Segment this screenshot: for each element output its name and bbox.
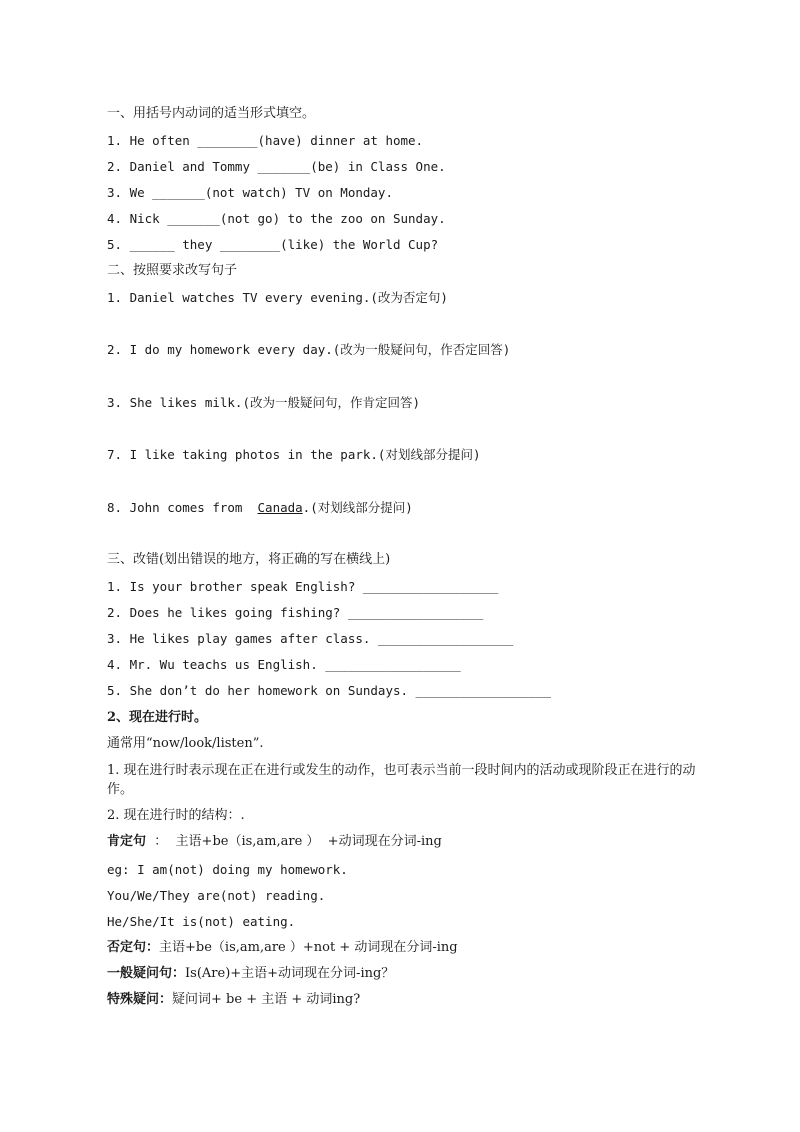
grammar-heading: 2、现在进行时。 bbox=[107, 710, 208, 725]
section1-item-5: 5. ______ they ________(like) the World Cup? bbox=[107, 237, 439, 252]
section1-title: 一、用括号内动词的适当形式填空。 bbox=[107, 106, 316, 121]
question-label: 一般疑问句： bbox=[107, 966, 186, 981]
affirmative-text: ： 主语+be（is,am,are ） +动词现在分词-ing bbox=[146, 834, 442, 849]
negative-rule bbox=[107, 940, 458, 956]
question-rule bbox=[107, 966, 394, 982]
section3-title: 三、改错(划出错误的地方，将正确的写在横线上) bbox=[107, 552, 391, 567]
section1-item-1: 1. He often ________(have) dinner at home. bbox=[107, 133, 424, 148]
example-2: You/We/They are(not) reading. bbox=[107, 888, 326, 903]
section3-item-2: 2. Does he likes going fishing? __________________ bbox=[107, 605, 484, 620]
section2-title: 二、按照要求改写句子 bbox=[107, 263, 238, 278]
special-text: 疑问词+ be + 主语 + 动词ing? bbox=[172, 992, 361, 1007]
grammar-point-1: 1. 现在进行时表示现在正在进行或发生的动作，也可表示当前一段时间内的活动或现阶段正在进行的动作。 bbox=[107, 763, 696, 797]
item8-prefix: 8. John comes from bbox=[107, 500, 258, 515]
example-1: eg: I am(not) doing my homework. bbox=[107, 862, 348, 877]
negative-label: 否定句： bbox=[107, 940, 160, 955]
section2-item-3: 3. She likes milk.(改为一般疑问句，作肯定回答) bbox=[107, 395, 421, 410]
affirmative-rule bbox=[107, 834, 442, 850]
section2-item-2: 2. I do my homework every day.(改为一般疑问句，作否定回答) bbox=[107, 342, 511, 357]
section3-item-3: 3. He likes play games after class. __________________ bbox=[107, 631, 514, 646]
section2-item-7: 7. I like taking photos in the park.(对划线部分提问) bbox=[107, 447, 481, 462]
section1-item-2: 2. Daniel and Tommy _______(be) in Class One. bbox=[107, 159, 446, 174]
example-3: He/She/It is(not) eating. bbox=[107, 914, 296, 929]
negative-text: 主语+be（is,am,are ）+not + 动词现在分词-ing bbox=[159, 940, 458, 955]
special-question-rule bbox=[107, 992, 360, 1008]
section1-item-4: 4. Nick _______(not go) to the zoo on Sunday. bbox=[107, 211, 446, 226]
section3-item-4: 4. Mr. Wu teachs us English. __________________ bbox=[107, 657, 461, 672]
item8-suffix: .(对划线部分提问) bbox=[302, 500, 413, 515]
section3-item-1: 1. Is your brother speak English? __________________ bbox=[107, 579, 499, 594]
section2-item-8 bbox=[107, 500, 413, 516]
grammar-point-2: 2. 现在进行时的结构：. bbox=[107, 808, 245, 823]
special-label: 特殊疑问： bbox=[107, 992, 173, 1007]
affirmative-label: 肯定句 bbox=[107, 834, 147, 849]
underlined-word: Canada bbox=[257, 500, 303, 515]
section1-item-3: 3. We _______(not watch) TV on Monday. bbox=[107, 185, 393, 200]
grammar-usage: 通常用“now/look/listen”. bbox=[107, 736, 264, 751]
section2-item-1: 1. Daniel watches TV every evening.(改为否定句) bbox=[107, 290, 448, 305]
question-text: Is(Are)+主语+动词现在分词-ing？ bbox=[185, 966, 395, 981]
section3-item-5: 5. She don’t do her homework on Sundays. __________________ bbox=[107, 683, 552, 698]
